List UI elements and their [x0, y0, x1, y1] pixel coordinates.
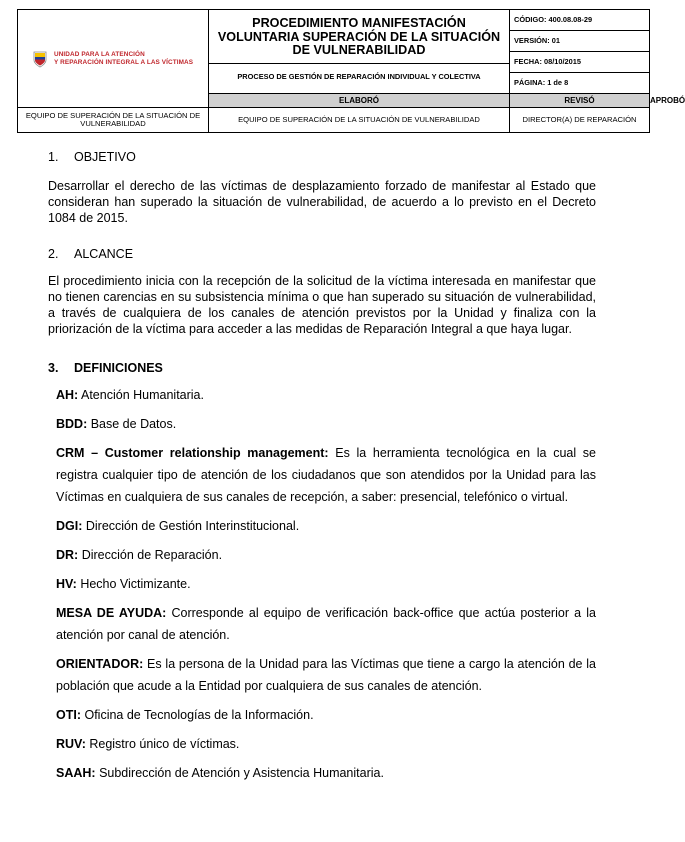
document-header — [17, 9, 685, 133]
aprobo-value: DIRECTOR(A) DE REPARACIÓN — [510, 108, 650, 133]
logo-cell — [18, 10, 209, 108]
section-number: 1. — [48, 150, 59, 164]
section-heading-alcance — [48, 247, 596, 261]
objetivo-text: Desarrollar el derecho de las víctimas de desplazamiento forzado de manifestar al Estado que consideran han superado la situación de vulnerabilidad, de acuerdo a lo previsto en el Decreto 1084 de 2015. — [48, 179, 596, 225]
definition-item: SAAH: Subdirección de Atención y Asistencia Humanitaria. — [56, 766, 384, 780]
coat-of-arms-icon — [32, 50, 48, 68]
definition-item: AH: Atención Humanitaria. — [56, 388, 204, 402]
reviso-value: EQUIPO DE SUPERACIÓN DE LA SITUACIÓN DE VULNERABILIDAD — [209, 108, 510, 133]
definition-item: MESA DE AYUDA: Corresponde al equipo de verificación back-office que actúa posterior a la atención por canal de atención. — [56, 606, 596, 642]
section-number: 2. — [48, 247, 59, 261]
section-title: ALCANCE — [74, 247, 134, 261]
logo-text-line2: Y REPARACIÓN INTEGRAL A LAS VÍCTIMAS — [54, 58, 194, 66]
definition-item: RUV: Registro único de víctimas. — [56, 737, 240, 751]
definition-item: OTI: Oficina de Tecnologías de la Información. — [56, 708, 314, 722]
page-number: PÁGINA: 1 de 8 — [514, 78, 569, 87]
document-title: PROCEDIMIENTO MANIFESTACIÓN VOLUNTARIA SUPERACIÓN DE LA SITUACIÓN DE VULNERABILIDAD — [217, 16, 501, 58]
section-title: DEFINICIONES — [74, 361, 163, 375]
definition-item: DR: Dirección de Reparación. — [56, 548, 223, 562]
metadata-cell — [510, 10, 650, 94]
definition-item: ORIENTADOR: Es la persona de la Unidad para las Víctimas que tiene a cargo la atención de la población que acude a la Entidad por cualquiera de sus canales de atención. — [56, 657, 596, 693]
definition-item: BDD: Base de Datos. — [56, 417, 177, 431]
alcance-text: El procedimiento inicia con la recepción de la solicitud de la víctima interesada en manifestar que no tienen carencias en su subsistencia mínima o que han superado su situación de vulnerabilidad, a través de cualquiera de los canales de atención previstos por la Unidad y finaliza con la priorización de la víctima para acceder a las medidas de Reparación Integral a que haya lugar. — [48, 274, 596, 336]
section-heading-objetivo — [48, 150, 596, 164]
document-version: VERSIÓN: 01 — [510, 31, 649, 52]
definition-item: HV: Hecho Victimizante. — [56, 577, 191, 591]
definition-item: CRM – Customer relationship management: Es la herramienta tecnológica en la cual se registra cualquier tipo de atención de los ciudadanos que son atendidos por la Unidad para las Víctimas en cualquiera de sus canales de recepción, a saber: presencial, telefónico o virtual. — [56, 446, 596, 504]
section-heading-definiciones — [48, 361, 596, 375]
document-date: FECHA: 08/10/2015 — [510, 52, 649, 73]
elaboro-label: ELABORÓ — [209, 94, 510, 108]
reviso-label: REVISÓ — [510, 94, 650, 108]
organization-logo — [18, 50, 208, 68]
definition-item: DGI: Dirección de Gestión Interinstitucional. — [56, 519, 300, 533]
document-body — [48, 148, 596, 784]
approval-header-row: ELABORÓ REVISÓ APROBÓ — [18, 94, 650, 108]
section-title: OBJETIVO — [74, 150, 136, 164]
logo-text-line1: UNIDAD PARA LA ATENCIÓN — [54, 51, 145, 59]
document-code: CÓDIGO: 400.08.08-29 — [510, 10, 649, 31]
process-name: PROCESO DE GESTIÓN DE REPARACIÓN INDIVIDUAL Y COLECTIVA — [209, 63, 509, 90]
definitions-list — [48, 384, 596, 784]
elaboro-value: EQUIPO DE SUPERACIÓN DE LA SITUACIÓN DE VULNERABILIDAD — [18, 108, 209, 133]
title-cell — [209, 10, 510, 94]
approval-body-row — [18, 108, 650, 133]
section-number: 3. — [48, 361, 59, 375]
